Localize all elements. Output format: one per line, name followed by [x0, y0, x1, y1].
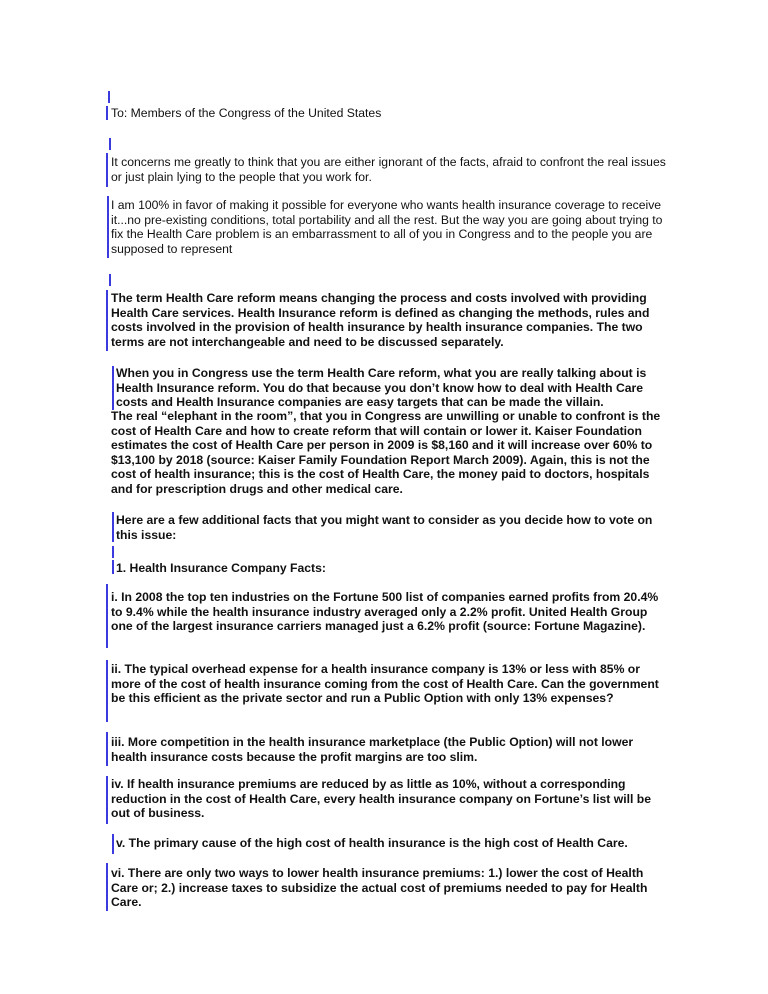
paragraph-definitions: The term Health Care reform means changing the process and costs involved with providing Health Care services. Health Insurance reform is defined as changing the methods, rules and costs involved in the provision of health insurance by health insurance companies. The two terms are not interchangeable and need to be discussed separately.	[111, 291, 650, 349]
salutation: To: Members of the Congress of the United States	[111, 106, 382, 120]
margin-marker	[112, 560, 114, 574]
margin-marker	[106, 660, 108, 722]
margin-marker	[106, 153, 108, 187]
margin-marker	[106, 776, 108, 824]
paragraph-concern: It concerns me greatly to think that you are either ignorant of the facts, afraid to confront the real issues or just plain lying to the people that you work for.	[111, 155, 666, 184]
fact-i: i. In 2008 the top ten industries on the Fortune 500 list of companies earned profits from 20.4% to 9.4% while the health insurance industry averaged only a 2.2% profit. United Health Group one of the largest insurance carriers managed just a 6.2% profit (source: Fortune Magazine).	[111, 590, 659, 634]
fact-ii: ii. The typical overhead expense for a health insurance company is 13% or less with 85% or more of the cost of health insurance coming from the cost of Health Care. Can the government be this efficient as the private sector and run a Public Option with only 13% expenses?	[111, 662, 659, 706]
margin-marker	[112, 366, 114, 410]
paragraph-congress-usage: When you in Congress use the term Health Care reform, what you are really talking about is Health Insurance reform. You do that because you don’t know how to deal with Health Care costs and Health Insurance companies are easy targets that can be made the villain.	[116, 366, 647, 410]
fact-v: v. The primary cause of the high cost of health insurance is the high cost of Health Care.	[116, 836, 628, 850]
fact-iii: iii. More competition in the health insurance marketplace (the Public Option) will not lower health insurance costs because the profit margins are too slim.	[111, 735, 634, 764]
margin-marker	[106, 732, 108, 766]
section-heading: 1. Health Insurance Company Facts:	[116, 561, 326, 575]
margin-marker	[109, 274, 111, 286]
paragraph-facts-intro: Here are a few additional facts that you might want to consider as you decide how to vote on this issue:	[116, 513, 653, 542]
margin-marker	[112, 546, 114, 558]
margin-marker	[106, 106, 108, 120]
margin-marker	[112, 512, 114, 542]
fact-vi: vi. There are only two ways to lower health insurance premiums: 1.) lower the cost of Health Care or; 2.) increase taxes to subsidize the actual cost of premiums needed to pay for Health Care.	[111, 866, 648, 910]
paragraph-elephant: The real “elephant in the room”, that you in Congress are unwilling or unable to confront is the cost of Health Care and how to create reform that will contain or lower it. Kaiser Foundation estimates the cost of Health Care per person in 2009 is $8,160 and it will increase over 60% to $13,100 by 2018 (source: Kaiser Family Foundation Report March 2009). Again, this is not the cost of health insurance; this is the cost of Health Care, the money paid to doctors, hospitals and for prescription drugs and other medical care.	[111, 409, 661, 496]
margin-marker	[109, 138, 111, 150]
margin-marker	[106, 584, 108, 648]
margin-marker	[108, 91, 110, 103]
paragraph-position: I am 100% in favor of making it possible for everyone who wants health insurance coverage to receive it...no pre-existing conditions, total portability and all the rest. But the way you are going about trying to fix the Health Care problem is an embarrassment to all of you in Congress and to the people you are supposed to represent	[111, 198, 663, 256]
margin-marker	[106, 863, 108, 911]
fact-iv: iv. If health insurance premiums are reduced by as little as 10%, without a corresponding reduction in the cost of Health Care, every health insurance company on Fortune’s list will be out of business.	[111, 777, 651, 821]
margin-marker	[107, 196, 109, 258]
margin-marker	[106, 290, 108, 351]
margin-marker	[112, 834, 114, 854]
